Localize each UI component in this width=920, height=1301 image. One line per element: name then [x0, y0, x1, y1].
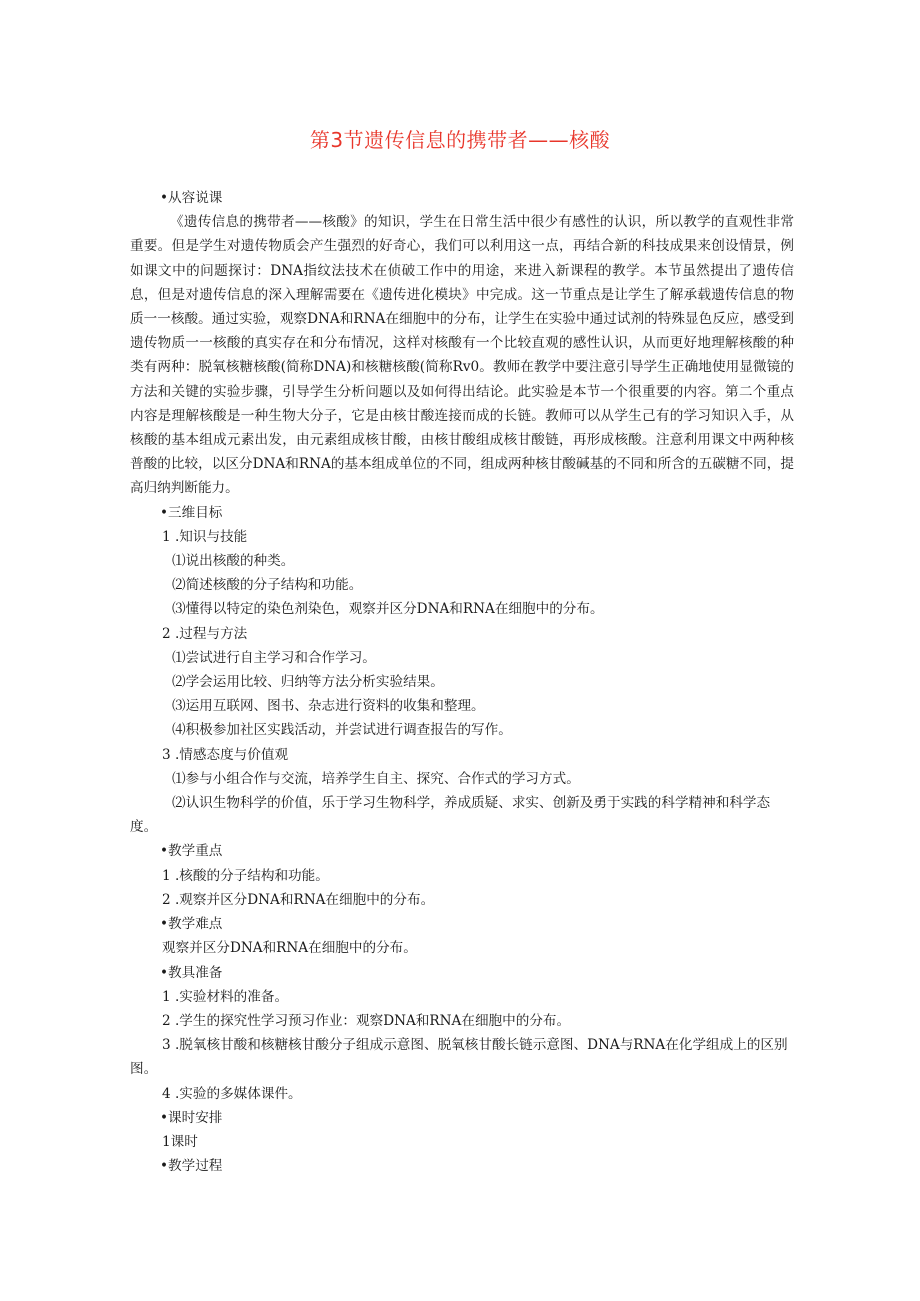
list-item: 1 .实验材料的准备。: [162, 988, 289, 1005]
section-heading-intro: •从容说课: [160, 190, 223, 206]
section-heading-key-points: •教学重点: [160, 843, 223, 860]
section-heading-schedule: •课时安排: [160, 1109, 223, 1126]
goal-heading-knowledge: 1 .知识与技能: [162, 528, 248, 545]
list-item: 1 .核酸的分子结构和功能。: [162, 867, 329, 884]
list-item: ⑶懂得以特定的染色剂染色，观察并区分DNA和RNA在细胞中的分布。: [172, 601, 604, 618]
list-item: ⑶运用互联网、图书、杂志进行资料的收集和整理。: [172, 698, 485, 715]
list-item: ⑴参与小组合作与交流，培养学生自主、探究、合作式的学习方式。: [172, 770, 580, 787]
list-item: 4 .实验的多媒体课件。: [162, 1085, 302, 1102]
section-heading-process: •教学过程: [160, 1158, 223, 1175]
list-item: 3 .脱氧核甘酸和核糖核甘酸分子组成示意图、脱氧核甘酸长链示意图、DNA与RNA在化学组成上的区别图。: [130, 1037, 788, 1078]
list-item: ⑴尝试进行自主学习和合作学习。: [172, 649, 376, 666]
section-heading-goals: •三维目标: [160, 504, 223, 521]
list-item: ⑷积极参加社区实践活动，并尝试进行调查报告的写作。: [172, 722, 512, 739]
list-item: ⑵简述核酸的分子结构和功能。: [172, 577, 363, 594]
list-item: ⑵学会运用比较、归纳等方法分析实验结果。: [172, 674, 444, 691]
goal-heading-process: 2 .过程与方法: [162, 625, 248, 642]
list-item: 2 .学生的探究性学习预习作业：观察DNA和RNA在细胞中的分布。: [162, 1012, 571, 1029]
section-heading-preparation: •教具准备: [160, 964, 223, 981]
page-title: 第3节遗传信息的携带者——核酸: [309, 128, 611, 152]
difficulty-text: 观察并区分DNA和RNA在细胞中的分布。: [162, 940, 417, 957]
list-item: 2 .观察并区分DNA和RNA在细胞中的分布。: [162, 891, 435, 908]
list-item: ⑴说出核酸的种类。: [172, 553, 295, 570]
goal-heading-attitude: 3 .情感态度与价值观: [162, 746, 289, 763]
hours-text: 1课时: [162, 1133, 198, 1150]
document-body: [130, 186, 794, 1178]
list-item: ⑵认识生物科学的价值，乐于学习生物科学，养成质疑、求实、创新及勇于实践的科学精神和科学态度。: [130, 795, 771, 836]
intro-paragraph: 《遗传信息的携带者——核酸》的知识，学生在日常生活中很少有感性的认识，所以教学的直观性非常重要。但是学生对遗传物质会产生强烈的好奇心，我们可以利用这一点，再结合新的科技成果来创设情景，例如课文中的问题探讨：DNA指纹法技术在侦破工作中的用途，来进入新课程的教学。本节虽然提出了遗传信息，但是对遗传信息的深入理解需要在《遗传进化模块》中完成。这一节重点是让学生了解承载遗传信息的物质一一核酸。通过实验，观察DNA和RNA在细胞中的分布，让学生在实验中通过试剂的特殊显色反应，感受到遗传物质一一核酸的真实存在和分布情况，这样对核酸有一个比较直观的感性认识，从而更好地理解核酸的种类有两种：脱氧核糖核酸(简称DNA)和核糖核酸(简称Rv0。教师在教学中要注意引导学生正确地使用显微镜的方法和关键的实验步骤，引导学生分析问题以及如何得出结论。此实验是本节一个很重要的内容。第二个重点内容是理解核酸是一种生物大分子，它是由核甘酸连接而成的长链。教师可以从学生己有的学习知识入手，从核酸的基本组成元素出发，由元素组成核甘酸，由核甘酸组成核甘酸链，再形成核酸。注意利用课文中两种核普酸的比较，以区分DNA和RNA的基本组成单位的不同，组成两种核甘酸碱基的不同和所含的五碳糖不同，提高归纳判断能力。: [130, 214, 794, 497]
section-heading-difficulty: •教学难点: [160, 916, 223, 933]
